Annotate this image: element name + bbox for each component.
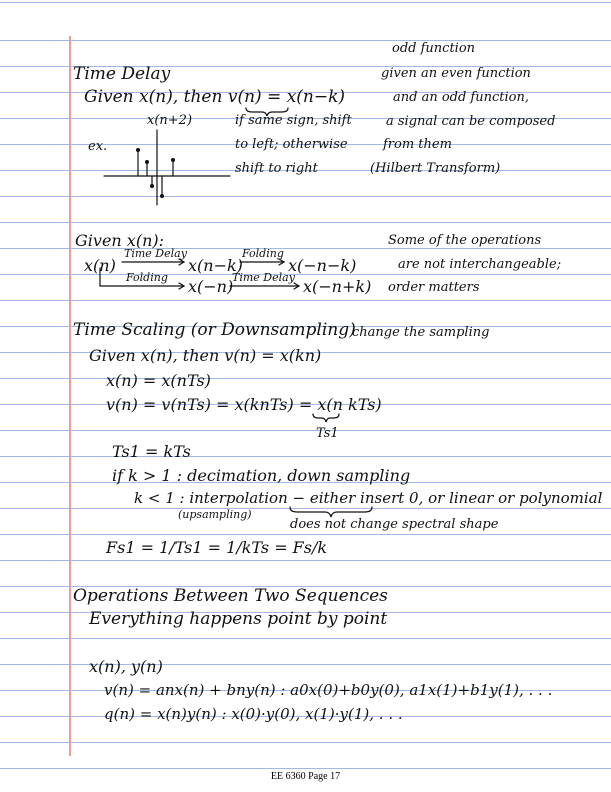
order-note-line-3: order matters — [388, 280, 480, 295]
upsampling-note: (upsampling) — [178, 508, 252, 521]
brace-interpolation — [290, 507, 372, 517]
odd-note-line-6: (Hilbert Transform) — [370, 161, 501, 176]
time-delay-title: Time Delay — [73, 64, 171, 84]
stem-4-dot — [160, 194, 164, 198]
folding-arrow-label-2: Folding — [126, 271, 168, 284]
final-signal: x(−n+k) — [303, 277, 372, 296]
stem-5-dot — [171, 158, 175, 162]
odd-note-line-1: odd function — [392, 41, 476, 56]
page-footer: EE 6360 Page 17 — [270, 771, 341, 782]
two-seq-product: q(n) = x(n)y(n) : x(0)·y(0), x(1)·y(1), . . . — [104, 705, 403, 723]
interpolation-condition: k < 1 : interpolation − either insert 0, or linear or polynomial — [134, 489, 603, 507]
time-scaling-side-note: change the sampling — [352, 325, 490, 340]
spectral-note: does not change spectral shape — [290, 517, 499, 532]
sampling-eq-2: v(n) = v(nTs) = x(knTs) = x(n kTs) — [106, 395, 382, 414]
brace-n-k — [246, 108, 288, 116]
fs-equation: Fs1 = 1/Ts1 = 1/kTs = Fs/k — [106, 538, 328, 557]
operations-start: x(n) — [84, 256, 116, 275]
two-seq-subtitle: Everything happens point by point — [89, 609, 388, 629]
time-scaling-title: Time Scaling (or Downsampling) — [73, 320, 356, 340]
odd-note-line-4: a signal can be composed — [386, 114, 556, 129]
time-delay-arrow-label-2: Time Delay — [232, 271, 295, 284]
sign-note-line-2: to left; otherwise — [235, 137, 348, 152]
folded-delayed-signal: x(−n−k) — [288, 256, 357, 275]
stem-2-dot — [145, 160, 149, 164]
folded-signal: x(−n) — [188, 277, 234, 296]
order-note-line-2: are not interchangeable; — [398, 257, 562, 272]
sign-note-line-3: shift to right — [235, 161, 318, 176]
two-seq-inputs: x(n), y(n) — [89, 657, 163, 676]
time-scaling-given: Given x(n), then v(n) = x(kn) — [89, 346, 322, 365]
sign-note-line-1: if same sign, shift — [235, 113, 352, 128]
stem-label: x(n+2) — [147, 113, 193, 128]
stem-1-dot — [136, 148, 140, 152]
time-delay-arrow-label: Time Delay — [124, 247, 187, 260]
brace-kts — [313, 414, 339, 422]
order-note-line-1: Some of the operations — [388, 233, 542, 248]
two-seq-title: Operations Between Two Sequences — [73, 586, 388, 606]
decimation-condition: if k > 1 : decimation, down sampling — [112, 466, 411, 485]
odd-note-line-2: given an even function — [381, 66, 531, 81]
stem-3-dot — [150, 184, 154, 188]
odd-note-line-5: from them — [383, 137, 452, 152]
arrow-folding-2 — [100, 268, 184, 286]
odd-note-line-3: and an odd function, — [393, 90, 529, 105]
delayed-signal: x(n−k) — [188, 256, 243, 275]
sampling-eq-1: x(n) = x(nTs) — [106, 371, 211, 390]
time-delay-given: Given x(n), then v(n) = x(n−k) — [84, 87, 346, 107]
operations-given: Given x(n): — [75, 231, 164, 250]
two-seq-sum: v(n) = anx(n) + bny(n) : a0x(0)+b0y(0), a1x(1)+b1y(1), . . . — [104, 681, 553, 699]
folding-arrow-label-1: Folding — [242, 247, 284, 260]
ts1-equation: Ts1 = kTs — [112, 442, 191, 461]
example-label: ex. — [88, 139, 108, 154]
ts1-brace-label: Ts1 — [316, 426, 339, 441]
